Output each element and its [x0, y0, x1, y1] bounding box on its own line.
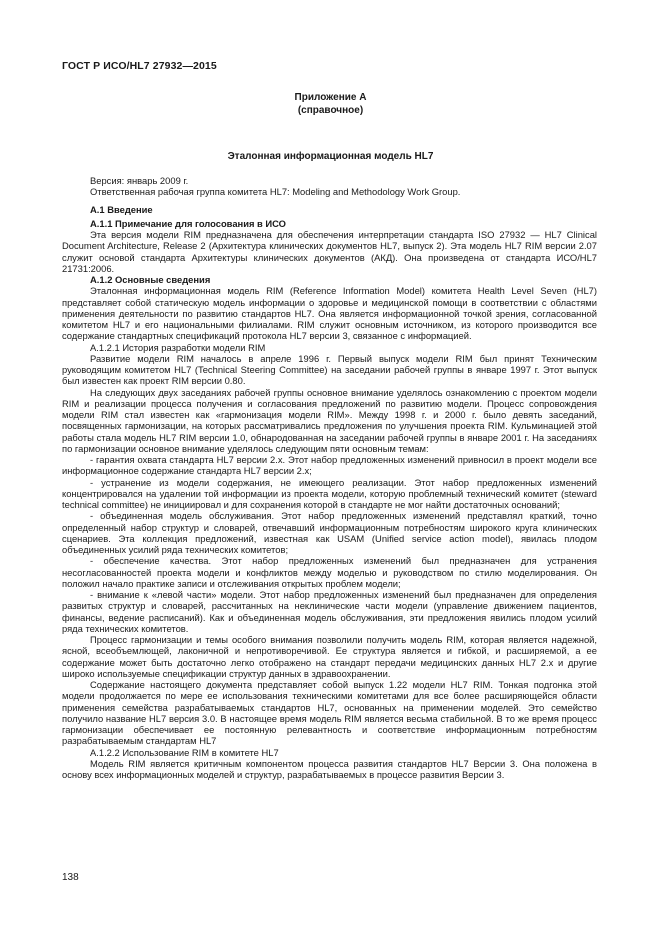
list-item: - внимание к «левой части» модели. Этот набор предложенных изменений был предназначен для определения развитых структур и словарей, рассчитанных на неклинические части модели (управление движением пациентов, финансы, ведение расписаний). Как и объединенная модель обслуживания, эти предложения явились плодом усилий ряда технических комитетов.	[62, 589, 597, 634]
subsection-heading: А.1.1 Примечание для голосования в ИСО	[90, 217, 286, 229]
paragraph: Эталонная информационная модель RIM (Reference Information Model) комитета Health Level Seven (HL7) представляет собой статическую модель информации о здоровье и медицинской помощи в соответствии с областями применения деятельности по развитию стандартов HL7. Она является информационной точкой зрения, согласованной комитетом HL7 и его национальными филиалами. RIM служит основным источником, из которого производится все содержание стандартных спецификаций протокола HL7 версии 3, связанное с информацией.	[62, 285, 597, 342]
subsubsection-heading: А.1.2.1 История разработки модели RIM	[90, 341, 266, 353]
paragraph: На следующих двух заседаниях рабочей группы основное внимание уделялось ознакомлению с проектом модели RIM и реализации процесса получения и согласования предложений по развитию модели. Процесс сопровождения модели RIM стал известен как «гармонизация модели RIM». Между 1998 г. и 2000 г. было девять заседаний, посвященных гармонизации, на которых рассматривались предложения по улучшения проекта RIM. Кульминацией этой работы стала модель HL7 RIM версии 1.0, обнародованная на заседании рабочей группы в январе 2001 г. На заседаниях по гармонизации основное внимание уделялось следующим пяти основным темам:	[62, 386, 597, 454]
page-number: 138	[62, 872, 79, 883]
subsubsection-heading: А.1.2.2 Использование RIM в комитете HL7	[90, 746, 279, 758]
paragraph: Развитие модели RIM началось в апреле 1996 г. Первый выпуск модели RIM был принят Техническим руководящим комитетом HL7 (Technical Steering Committee) на заседании рабочей группы в январе 1997 г. Этот выпуск был известен как проект RIM версии 0.80.	[62, 352, 597, 387]
section-heading: А.1 Введение	[90, 203, 153, 215]
list-item: - обеспечение качества. Этот набор предложенных изменений был предназначен для устранения несогласованностей проекта модели и конфликтов между моделью и руководством по стилю моделирования. Он положил начало практике записи и отслеживания открытых проблем модели;	[62, 555, 597, 589]
paragraph: Процесс гармонизации и темы особого внимания позволили получить модель RIM, которая является надежной, ясной, всеобъемлющей, лаконичной и непротиворечивой. Ее структура является и гибкой, и расширяемой, а ее содержание может быть достаточно легко отображено на стандарт передачи медицинских данных HL7 2.х и другие широко используемые спецификации структур данных в здравоохранении.	[62, 634, 597, 679]
responsible-group: Ответственная рабочая группа комитета HL7: Modeling and Methodology Work Group.	[90, 186, 461, 198]
version-line: Версия: январь 2009 г.	[90, 175, 189, 186]
paragraph: Содержание настоящего документа представляет собой выпуск 1.22 модели HL7 RIM. Тонкая подгонка этой модели продолжается по мере ее использования техническими комитетами для все более расширяющейся области применения семейства разрабатываемых стандартов HL7, основанных на применении моделей. Это семейство получило название HL7 версия 3.0. В настоящее время модель RIM является весьма стабильной. В то же время процесс гармонизации обеспечивает ее постоянную релевантность и соответствие информационным потребностям разрабатываемым стандартам HL7	[62, 679, 597, 747]
document-body	[62, 175, 597, 780]
appendix-type: (справочное)	[297, 105, 364, 116]
paragraph: Эта версия модели RIM предназначена для обеспечения интерпретации стандарта ISO 27932 — HL7 Clinical Document Architecture, Release 2 (Архитектура клинических документов HL7, выпуск 2). Эта модель HL7 RIM версии 2.07 служит основой стандарта Архитектуры клинических документов (АКД). Она произведена от стандарта ИСО/HL7 21731:2006.	[62, 229, 597, 274]
standard-header: ГОСТ Р ИСО/HL7 27932—2015	[62, 60, 217, 72]
subsection-heading: А.1.2 Основные сведения	[90, 274, 211, 285]
list-item: - устранение из модели содержания, не имеющего реализации. Этот набор предложенных изменений концентрировался на удалении той информации из проекта модели, которую проблемный технический комитет (steward technical committee) не инициировал и для сохранения которой в стандарте не мог найти достаточных оснований;	[62, 476, 597, 510]
page-title: Эталонная информационная модель HL7	[227, 151, 434, 162]
paragraph: Модель RIM является критичным компонентом процесса развития стандартов HL7 Версии 3. Она положена в основу всех информационных моделей и структур, разрабатываемых в процессе развития Версии 3.	[62, 757, 597, 780]
appendix-label: Приложение А	[294, 92, 367, 103]
list-item: - объединенная модель обслуживания. Этот набор предложенных изменений представлял краткий, точно определенный набор структур и словарей, отвечавший информационным потребностям широкого круга клинических сценариев. Эта коллекция предложений, известная как USAM (Unified service action model), явилась плодом объединенных усилий ряда технических комитетов;	[62, 510, 597, 555]
list-item: - гарантия охвата стандарта HL7 версии 2.х. Этот набор предложенных изменений привносил в проект модели все информационное содержание стандарта HL7 версии 2.х;	[62, 454, 597, 477]
